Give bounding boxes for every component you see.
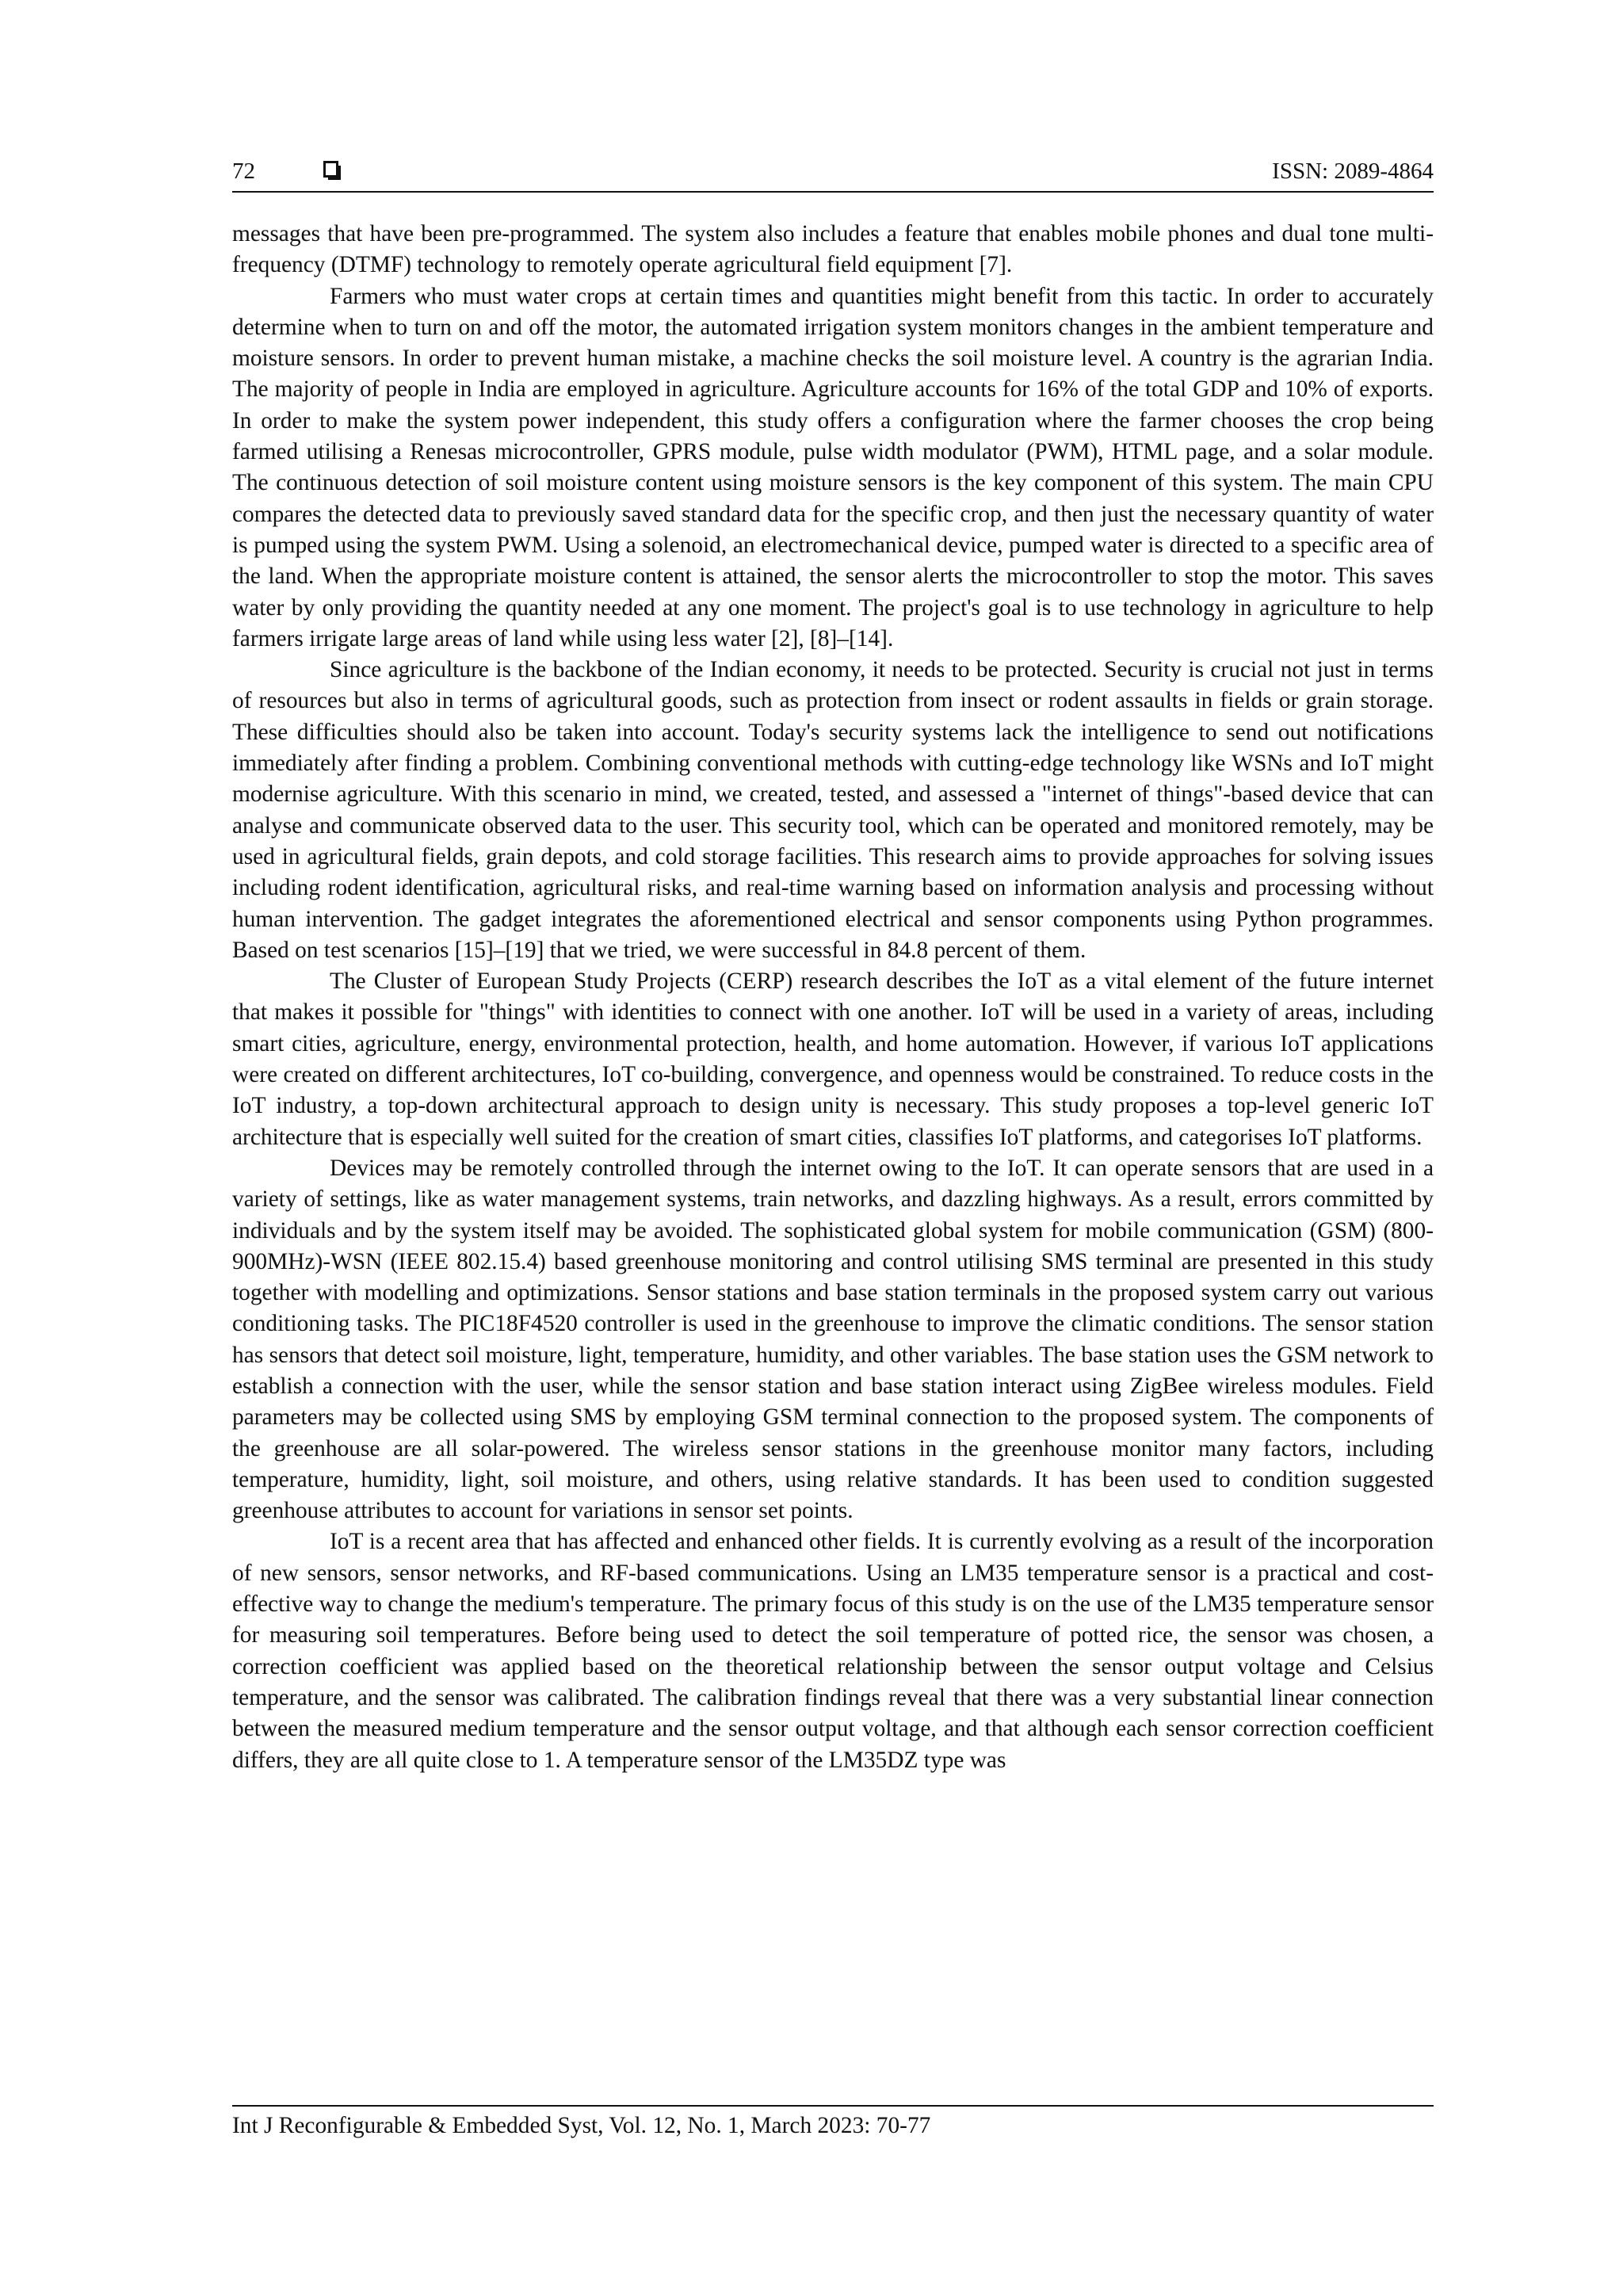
- article-body: [232, 219, 1434, 1776]
- paragraph: messages that have been pre-programmed. The system also includes a feature that enables mobile phones and dual tone multi-frequency (DTMF) technology to remotely operate agricultural field equipment [7].: [232, 221, 1434, 278]
- paragraph: The Cluster of European Study Projects (CERP) research describes the IoT as a vital element of the future internet that makes it possible for "things" with identities to connect with one another. IoT will be used in a variety of areas, including smart cities, agriculture, energy, environmental protection, health, and home automation. However, if various IoT applications were created on different architectures, IoT co-building, convergence, and openness would be constrained. To reduce costs in the IoT industry, a top-down architectural approach to design unity is necessary. This study proposes a top-level generic IoT architecture that is especially well suited for the creation of smart cities, classifies IoT platforms, and categorises IoT platforms.: [232, 968, 1434, 1150]
- journal-citation: Int J Reconfigurable & Embedded Syst, Vol. 12, No. 1, March 2023: 70-77: [232, 2113, 931, 2138]
- paragraph: Farmers who must water crops at certain times and quantities might benefit from this tactic. In order to accurately determine when to turn on and off the motor, the automated irrigation system monitors changes in the ambient temperature and moisture sensors. In order to prevent human mistake, a machine checks the soil moisture level. A country is the agrarian India. The majority of people in India are employed in agriculture. Agriculture accounts for 16% of the total GDP and 10% of exports. In order to make the system power independent, this study offers a configuration where the farmer chooses the crop being farmed utilising a Renesas microcontroller, GPRS module, pulse width modulator (PWM), HTML page, and a solar module. The continuous detection of soil moisture content using moisture sensors is the key component of this system. The main CPU compares the detected data to previously saved standard data for the specific crop, and then just the necessary quantity of water is pumped using the system PWM. Using a solenoid, an electromechanical device, pumped water is directed to a specific area of the land. When the appropriate moisture content is attained, the sensor alerts the microcontroller to stop the motor. This saves water by only providing the quantity needed at any one moment. The project's goal is to use technology in agriculture to help farmers irrigate large areas of land while using less water [2], [8]–[14].: [232, 283, 1434, 651]
- square-box-icon: [323, 161, 338, 178]
- footer-rule: [232, 2105, 1434, 2107]
- page-header: [232, 155, 1434, 195]
- paragraph: IoT is a recent area that has affected and enhanced other fields. It is currently evolving as a result of the incorporation of new sensors, sensor networks, and RF-based communications. Using an LM35 temperature sensor is a practical and cost-effective way to change the medium's temperature. The primary focus of this study is on the use of the LM35 temperature sensor for measuring soil temperatures. Before being used to detect the soil temperature of potted rice, the sensor was chosen, a correction coefficient was applied based on the theoretical relationship between the sensor output voltage and Celsius temperature, and the sensor was calibrated. The calibration findings reveal that there was a very substantial linear connection between the measured medium temperature and the sensor output voltage, and that although each sensor correction coefficient differs, they are all quite close to 1. A temperature sensor of the LM35DZ type was: [232, 1529, 1434, 1773]
- header-rule: [232, 191, 1434, 193]
- issn-label: ISSN: 2089-4864: [1272, 159, 1434, 184]
- paragraph: Since agriculture is the backbone of the Indian economy, it needs to be protected. Security is crucial not just in terms of resources but also in terms of agricultural goods, such as protection from insect or rodent assaults in fields or grain storage. These difficulties should also be taken into account. Today's security systems lack the intelligence to send out notifications immediately after finding a problem. Combining conventional methods with cutting-edge technology like WSNs and IoT might modernise agriculture. With this scenario in mind, we created, tested, and assessed a "internet of things"-based device that can analyse and communicate observed data to the user. This security tool, which can be operated and monitored remotely, may be used in agricultural fields, grain depots, and cold storage facilities. This research aims to provide approaches for solving issues including rodent identification, agricultural risks, and real-time warning based on information analysis and processing without human intervention. The gadget integrates the aforementioned electrical and sensor components using Python programmes. Based on test scenarios [15]–[19] that we tried, we were successful in 84.8 percent of them.: [232, 657, 1434, 963]
- page-number: 72: [232, 159, 255, 184]
- paragraph: Devices may be remotely controlled through the internet owing to the IoT. It can operate sensors that are used in a variety of settings, like as water management systems, train networks, and dazzling highways. As a result, errors committed by individuals and by the system itself may be avoided. The sophisticated global system for mobile communication (GSM) (800-900MHz)-WSN (IEEE 802.15.4) based greenhouse monitoring and control utilising SMS terminal are presented in this study together with modelling and optimizations. Sensor stations and base station terminals in the proposed system carry out various conditioning tasks. The PIC18F4520 controller is used in the greenhouse to improve the climatic conditions. The sensor station has sensors that detect soil moisture, light, temperature, humidity, and other variables. The base station uses the GSM network to establish a connection with the user, while the sensor station and base station interact using ZigBee wireless modules. Field parameters may be collected using SMS by employing GSM terminal connection to the proposed system. The components of the greenhouse are all solar-powered. The wireless sensor stations in the greenhouse monitor many factors, including temperature, humidity, light, soil moisture, and others, using relative standards. It has been used to condition suggested greenhouse attributes to account for variations in sensor set points.: [232, 1155, 1434, 1524]
